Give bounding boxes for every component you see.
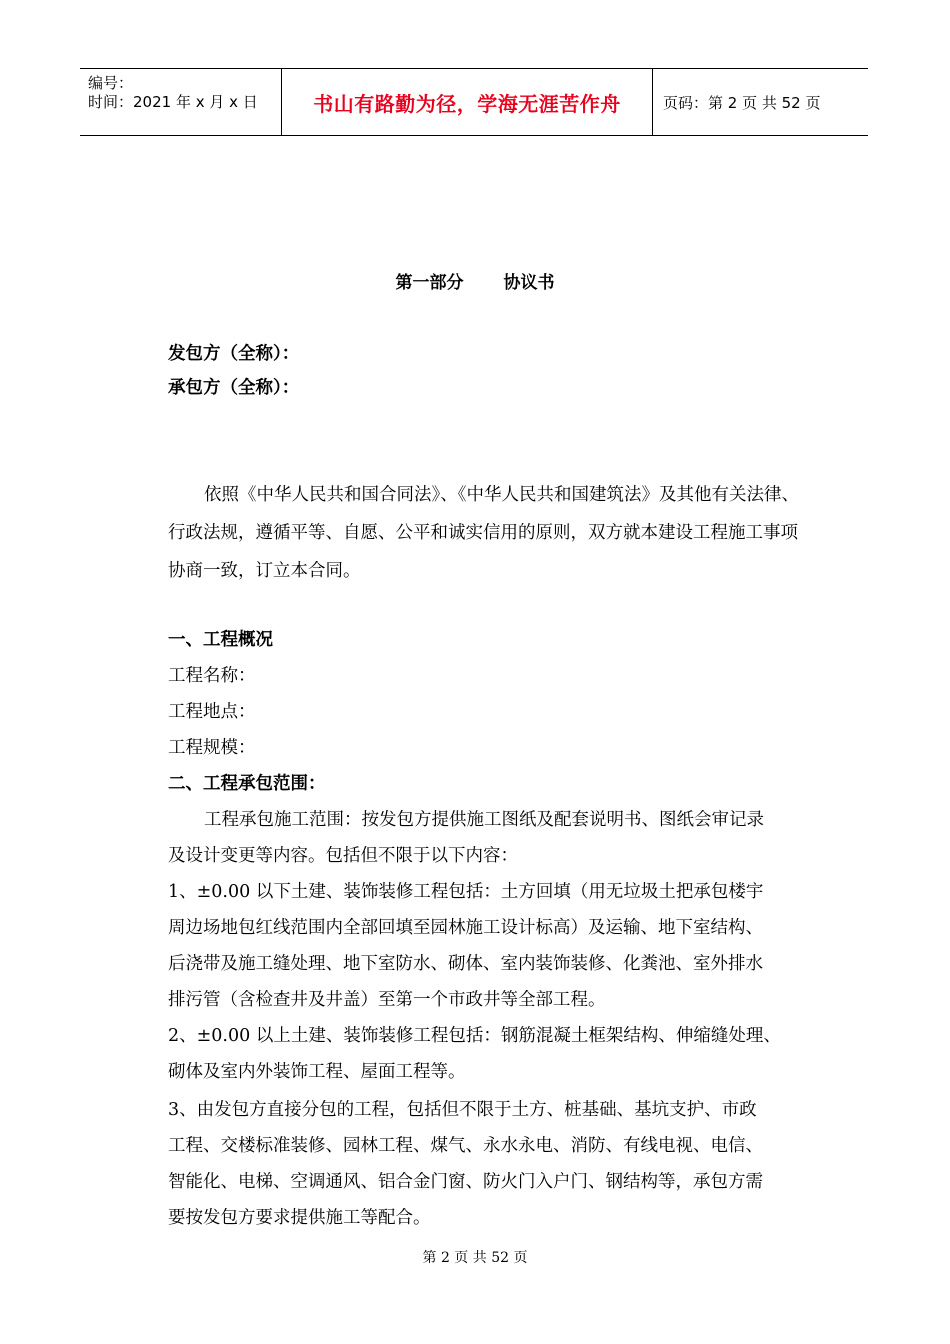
section-1 <box>168 622 836 766</box>
header-table <box>80 68 868 136</box>
section-2-line: 智能化、电梯、空调通风、铝合金门窗、防火门入户门、钢结构等，承包方需 <box>168 1172 763 1192</box>
intro-paragraph <box>168 476 836 590</box>
section-2-line: 后浇带及施工缝处理、地下室防水、砌体、室内装饰装修、化粪池、室外排水 <box>168 954 763 974</box>
section-2-line: 及设计变更等内容。包括但不限于以下内容： <box>168 846 518 866</box>
project-location-field: 工程地点： <box>168 702 256 722</box>
code-label: 编号： <box>88 74 134 92</box>
project-name-field: 工程名称： <box>168 666 256 686</box>
section-2-line: 2、±0.00 以上土建、装饰装修工程包括：钢筋混凝土框架结构、伸缩缝处理、 <box>168 1026 781 1046</box>
section-2-line: 工程承包施工范围：按发包方提供施工图纸及配套说明书、图纸会审记录 <box>204 810 764 830</box>
section-2-line: 工程、交楼标准装修、园林工程、煤气、永水永电、消防、有线电视、电信、 <box>168 1136 763 1156</box>
section-2 <box>168 766 836 1236</box>
section-2-line: 周边场地包红线范围内全部回填至园林施工设计标高）及运输、地下室结构、 <box>168 918 763 938</box>
document-title <box>0 268 950 293</box>
time-label: 时间：2021 年 x 月 x 日 <box>88 93 258 111</box>
intro-line: 依照《中华人民共和国合同法》、《中华人民共和国建筑法》及其他有关法律、 <box>204 485 799 505</box>
section-2-line: 排污管（含检查井及井盖）至第一个市政井等全部工程。 <box>168 990 606 1010</box>
title-part: 第一部分 <box>395 273 464 293</box>
section-2-line: 砌体及室内外装饰工程、屋面工程等。 <box>168 1062 466 1082</box>
section-2-line: 3、由发包方直接分包的工程，包括但不限于土方、桩基础、基坑支护、市政 <box>168 1100 757 1120</box>
motto: 书山有路勤为径，学海无涯苦作舟 <box>282 69 653 135</box>
section-2-line: 要按发包方要求提供施工等配合。 <box>168 1208 431 1228</box>
page-footer: 第 2 页 共 52 页 <box>422 1250 528 1266</box>
employer-label: 发包方（全称）： <box>168 344 300 364</box>
page-label: 页码：第 2 页 共 52 页 <box>663 93 821 112</box>
intro-line: 行政法规，遵循平等、自愿、公平和诚实信用的原则，双方就本建设工程施工事项 <box>168 523 798 543</box>
contractor-label: 承包方（全称）： <box>168 378 300 398</box>
section-2-line: 1、±0.00 以下土建、装饰装修工程包括：土方回填（用无垃圾土把承包楼宇 <box>168 882 764 902</box>
intro-line: 协商一致，订立本合同。 <box>168 561 361 581</box>
section-2-heading: 二、工程承包范围： <box>168 774 326 794</box>
project-scale-field: 工程规模： <box>168 738 256 758</box>
header-meta-cell <box>80 69 282 135</box>
title-name: 协议书 <box>503 273 555 293</box>
section-1-heading: 一、工程概况 <box>168 630 273 650</box>
